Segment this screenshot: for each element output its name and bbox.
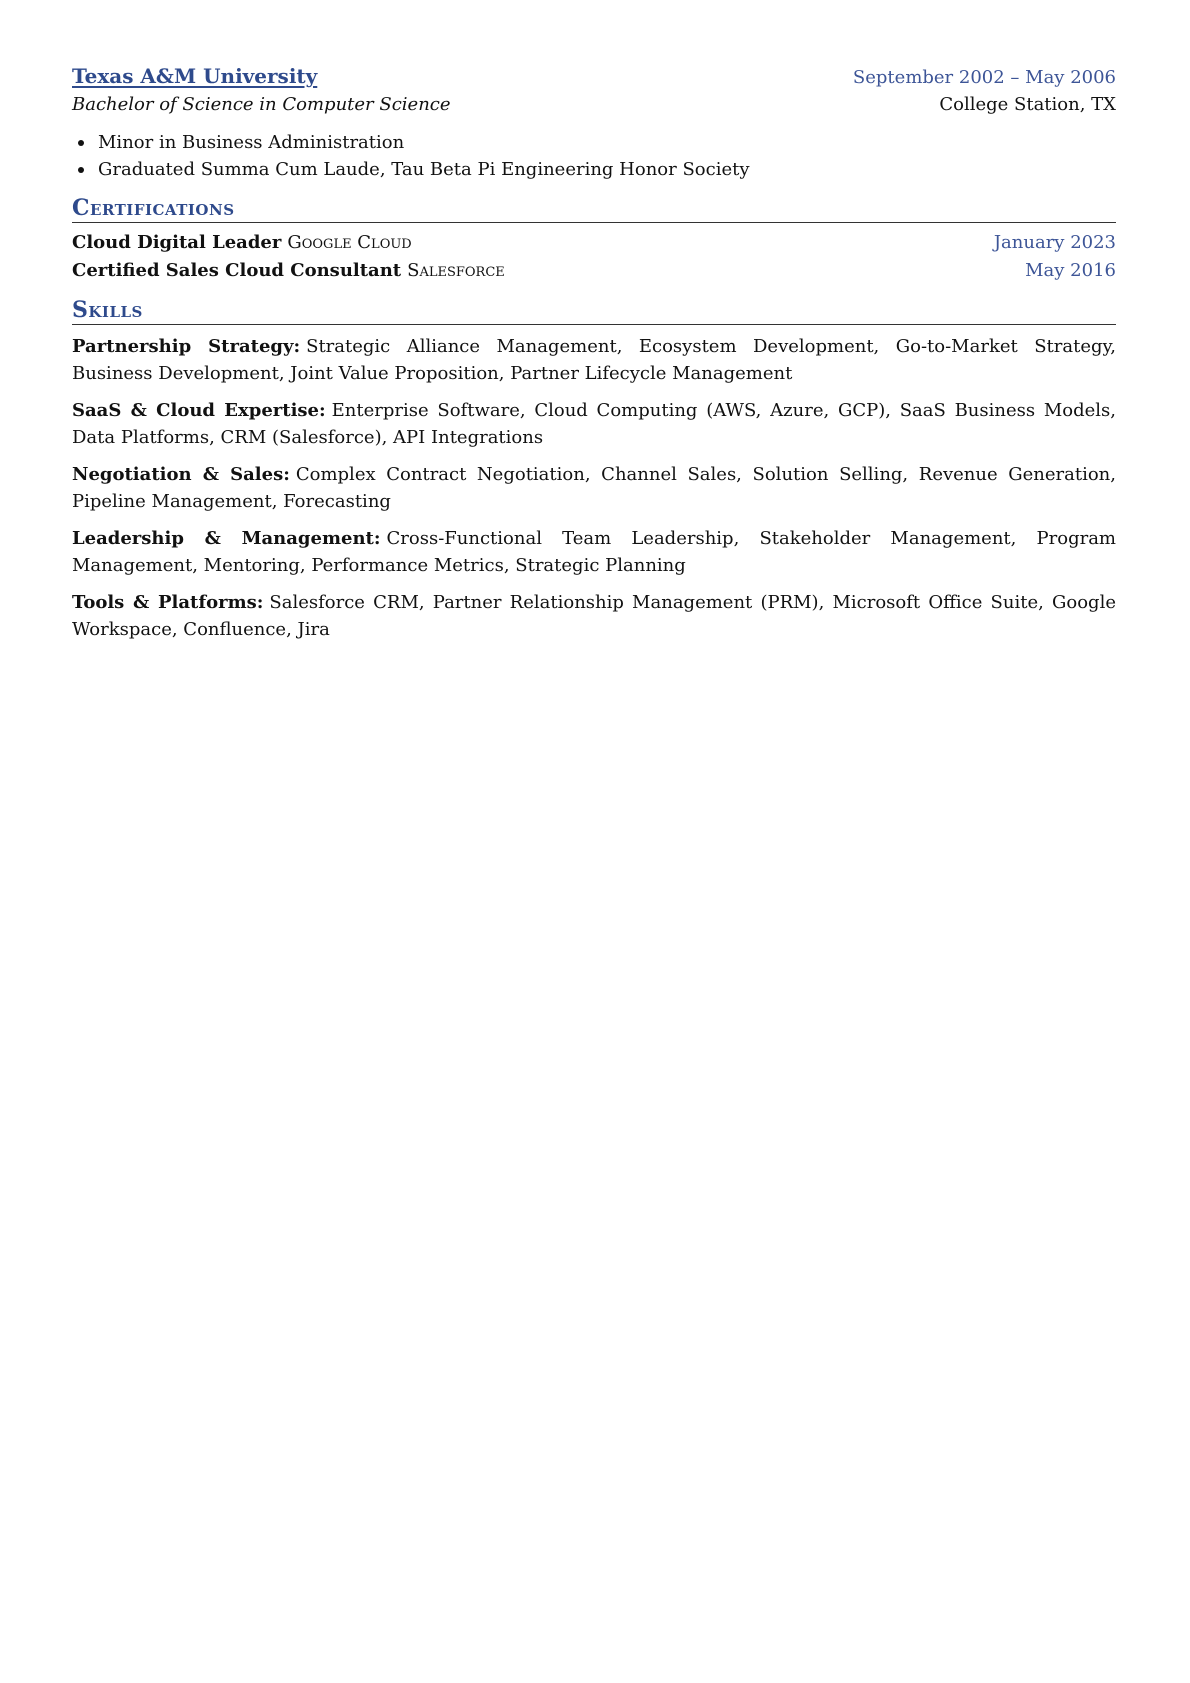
education-bullet-text: Minor in Business Administration [98, 132, 405, 153]
certification-issuer: Salesforce [407, 260, 505, 281]
skill-label: Partnership Strategy: [72, 336, 301, 357]
skill-item [72, 397, 1116, 451]
resume-page [72, 64, 1116, 653]
certification-row [72, 229, 1116, 257]
education-entry [72, 64, 1116, 183]
degree: Bachelor of Science in Computer Science [72, 94, 451, 115]
skill-item [72, 589, 1116, 643]
education-bullet-text: Graduated Summa Cum Laude, Tau Beta Pi Engineering Honor Society [98, 159, 750, 180]
education-header-row [72, 64, 1116, 88]
skill-text: Complex Contract Negotiation, Channel Sales, Solution Selling, Revenue Generation, Pipeline Management, Forecasting [72, 464, 1116, 512]
skills-list [72, 333, 1116, 643]
education-bullets [72, 129, 1116, 183]
certification-name: Certified Sales Cloud Consultant [72, 260, 402, 281]
education-subheader-row [72, 94, 1116, 115]
certification-info [72, 257, 505, 285]
certification-date: January 2023 [993, 232, 1116, 253]
certification-date: May 2016 [1025, 260, 1116, 281]
school-link[interactable]: Texas A&M University [72, 64, 318, 88]
bullet-dot-icon [78, 140, 84, 146]
education-dates: September 2002 – May 2006 [852, 67, 1116, 88]
skill-label: Negotiation & Sales: [72, 464, 290, 485]
skill-text: Enterprise Software, Cloud Computing (AWS, Azure, GCP), SaaS Business Models, Data Platforms, CRM (Salesforce), API Integrations [72, 400, 1117, 448]
skill-text: Cross-Functional Team Leadership, Stakeholder Management, Program Management, Mentoring, Performance Metrics, Strategic Planning [72, 528, 1116, 576]
bullet-dot-icon [78, 167, 84, 173]
certification-name: Cloud Digital Leader [72, 232, 282, 253]
certification-issuer: Google Cloud [287, 232, 412, 253]
skill-item [72, 333, 1116, 387]
education-bullet [98, 129, 1116, 156]
skill-label: SaaS & Cloud Expertise: [72, 400, 326, 421]
skill-item [72, 525, 1116, 579]
certification-row [72, 257, 1116, 285]
certification-info [72, 229, 412, 257]
skill-item [72, 461, 1116, 515]
skill-text: Salesforce CRM, Partner Relationship Management (PRM), Microsoft Office Suite, Google Workspace, Confluence, Jira [72, 592, 1116, 640]
skills-heading: Skills [72, 297, 1116, 325]
education-bullet [98, 156, 1116, 183]
education-location: College Station, TX [939, 94, 1116, 115]
skill-text: Strategic Alliance Management, Ecosystem Development, Go-to-Market Strategy, Business Development, Joint Value Proposition, Partner Lifecycle Management [72, 336, 1116, 384]
skill-label: Leadership & Management: [72, 528, 381, 549]
skill-label: Tools & Platforms: [72, 592, 264, 613]
certifications-list [72, 229, 1116, 285]
certifications-heading: Certifications [72, 195, 1116, 223]
